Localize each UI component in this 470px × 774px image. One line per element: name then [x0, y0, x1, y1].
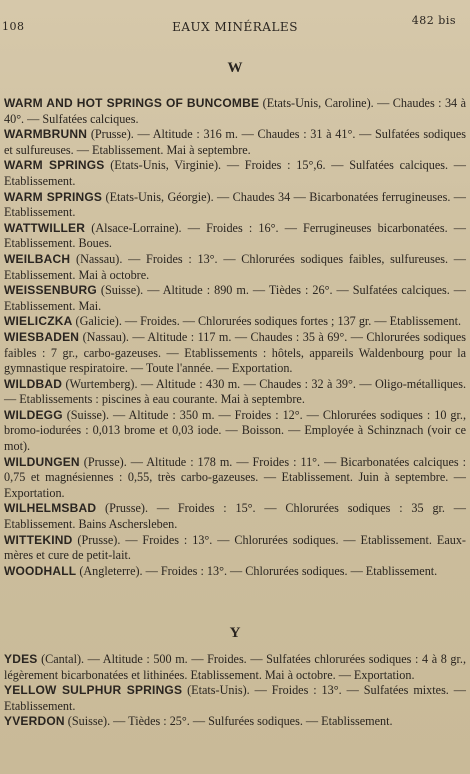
entry-description: (Etats-Unis, Virginie). — Froides : 15°,6. — Sulfatées calciques. — Etablissement. [4, 158, 466, 188]
mineral-water-entry [4, 408, 466, 455]
entry-description: (Nassau). — Altitude : 117 m. — Chaudes : 35 à 69°. — Chlorurées sodiques faibles : 7 gr., carbo-gazeuses. — Etablissements : hôtels, appareils Waldenbourg pour la gymnastique respiratoire. — Toute l'année. — Exportation. [4, 329, 466, 376]
entry-description: (Cantal). — Altitude : 500 m. — Froides. — Sulfatées chlorurées sodiques : 4 à 8 gr., légèrement bicarbonatées et lithinées. Etablissement. Mai à octobre. — Exportation. [4, 652, 466, 682]
entry-description: (Prusse). — Froides : 15°. — Chlorurées sodiques : 35 gr. — Etablissement. Bains Aschersleben. [4, 501, 466, 532]
entry-name: WILDBAD [4, 376, 63, 391]
entry-name: WARM SPRINGS [4, 189, 103, 204]
entry-name: WARM AND HOT SPRINGS OF BUNCOMBE [4, 96, 260, 110]
entries-y [0, 652, 466, 730]
mineral-water-entry [4, 652, 466, 683]
entry-description: (Prusse). — Altitude : 316 m. — Chaudes : 31 à 41°. — Sulfatées sodiques et sulfureuses. — Etablissement. Mai à septembre. [4, 127, 466, 157]
page-number-right: 482 bis [411, 14, 456, 27]
entry-name: WEISSENBURG [4, 283, 97, 298]
entry-description: (Etats-Unis). — Froides : 13°. — Sulfatées mixtes. — Etablissement. [4, 683, 466, 713]
entry-name: WILDUNGEN [4, 454, 80, 469]
section-letter-y: Y [229, 625, 241, 641]
mineral-water-entry [4, 377, 466, 408]
entry-description: (Nassau). — Froides : 13°. — Chlorurées sodiques faibles, sulfureuses. — Etablissement. Mai à octobre. [4, 251, 466, 282]
mineral-water-entry [4, 314, 466, 330]
entry-description: (Wurtemberg). — Altitude : 430 m. — Chaudes : 32 à 39°. — Oligo-métalliques. — Etablissements : piscines à eau courante. Mai à septembre. [4, 376, 466, 407]
entries-w [0, 96, 466, 579]
mineral-water-entry [4, 221, 466, 252]
mineral-water-entry [4, 252, 466, 283]
mineral-water-entry [4, 127, 466, 158]
page-number-left: 108 [2, 20, 25, 33]
entry-name: WILHELMSBAD [4, 501, 97, 516]
running-title: EAUX MINÉRALES [172, 20, 298, 34]
entry-name: WARM SPRINGS [4, 158, 105, 173]
entry-description: (Prusse). — Altitude : 178 m. — Froides : 11°. — Bicarbonatées calciques : 0,75 et magnésiennes : 0,55, très carbo-gazeuses. — Etablissement. Juin à septembre. — Exportation. [4, 454, 466, 500]
entry-name: WEILBACH [4, 251, 71, 266]
mineral-water-entry [4, 501, 466, 532]
entry-name: WARMBRUNN [4, 127, 88, 142]
mineral-water-entry [4, 190, 466, 221]
entry-name: WILDEGG [4, 407, 63, 422]
mineral-water-entry [4, 714, 466, 730]
entry-description: (Galicie). — Froides. — Chlorurées sodiques fortes ; 137 gr. — Etablissement. [72, 314, 462, 329]
entry-name: WITTEKIND [4, 532, 73, 547]
entry-description: (Suisse). — Altitude : 350 m. — Froides : 12°. — Chlorurées sodiques : 10 gr., bromo-iodurées : 0,013 brome et 0,03 iode. — Boisson. — Employée à Schinznach (voir ce mot). [4, 407, 466, 454]
entry-name: WIELICZKA [4, 314, 73, 329]
entry-description: (Alsace-Lorraine). — Froides : 16°. — Ferrugineuses bicarbonatées. — Etablissement. Boues. [4, 220, 466, 251]
running-header [0, 14, 470, 34]
entry-description: (Angleterre). — Froides : 13°. — Chlorurées sodiques. — Etablissement. [76, 563, 438, 578]
mineral-water-entry [4, 96, 466, 127]
entry-name: WOODHALL [4, 563, 77, 578]
entry-name: YVERDON [4, 714, 65, 729]
mineral-water-entry [4, 283, 466, 314]
mineral-water-entry [4, 158, 466, 189]
section-letter-w: W [227, 60, 243, 76]
entry-name: YDES [4, 652, 38, 666]
entry-description: (Suisse). — Tièdes : 25°. — Sulfurées sodiques. — Etablissement. [64, 714, 393, 729]
entry-name: WIESBADEN [4, 329, 80, 344]
mineral-water-entry [4, 455, 466, 502]
entry-name: YELLOW SULPHUR SPRINGS [4, 683, 183, 698]
entry-name: WATTWILLER [4, 220, 86, 235]
mineral-water-entry [4, 330, 466, 377]
entry-description: (Etats-Unis, Caroline). — Chaudes : 34 à 40°. — Sulfatées calciques. [4, 96, 466, 126]
entry-description: (Prusse). — Froides : 13°. — Chlorurées sodiques. — Etablissement. Eaux-mères et cure de petit-lait. [4, 532, 466, 563]
mineral-water-entry [4, 683, 466, 714]
mineral-water-entry [4, 564, 466, 580]
entry-description: (Etats-Unis, Géorgie). — Chaudes 34 — Bicarbonatées ferrugineuses. — Etablissement. [4, 189, 466, 220]
entry-description: (Suisse). — Altitude : 890 m. — Tièdes : 26°. — Sulfatées calciques. — Etablissement. Mai. [4, 283, 466, 313]
mineral-water-entry [4, 533, 466, 564]
